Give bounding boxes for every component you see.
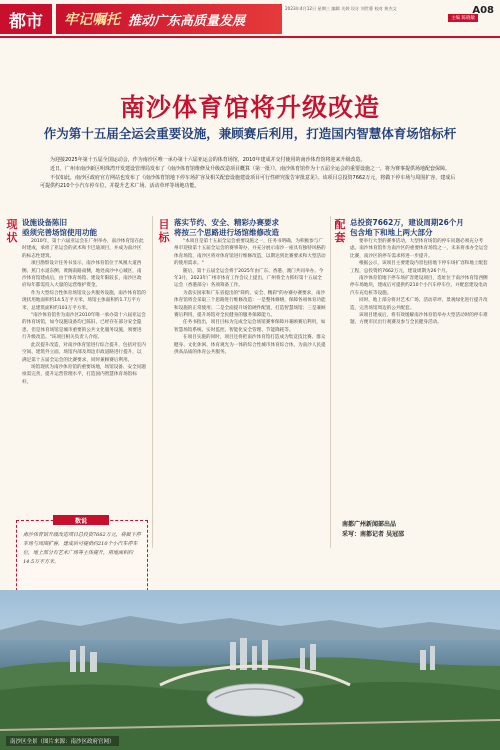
left-column-paragraph: 此次提升改造，对南沙体育馆进行综合提升，包括对室内空间、建筑外立面、场馆内部及周边市政道路进行提升，以满足第十五届全运会的比赛要求，同时兼顾赛后利用。 <box>22 342 146 363</box>
aerial-photo <box>0 590 500 750</box>
right-column-paragraph: 该项目建成后，将有效缓解南沙体育馆举办大型活动时的停车难题，方便市民出行观赛及参与全民健身活动。 <box>350 313 488 326</box>
byline-producer: 南都广州新闻部出品 <box>342 521 397 528</box>
page-number: A08 <box>472 5 494 16</box>
intro-paragraph: 近日，广州市南沙新区明珠湾开发建设管理局发布了《南沙体育馆维修及升级改造项目概算（第一批）》，南沙体育馆作为十五届全运会的重要设施之一，将为赛事提供场地配套保障。 <box>50 166 451 172</box>
data-callout-text: 南沙体育馆升级改造项目总投资7662万元，将做下停车场与周围扩容，建成后可提供约210个小汽车停车位，地上部分有艺术广场等主体提升，用地面积约14.5万平方米。 <box>23 532 141 565</box>
page-header <box>0 0 500 40</box>
left-column-label: 现状 <box>6 218 18 244</box>
left-column-title: 设施设备陈旧 亟须完善场馆使用功能 <box>22 218 97 237</box>
right-column-title: 总投资7662万，建设周期26个月 包含地下和地上两大部分 <box>350 218 464 237</box>
column-divider <box>152 216 153 548</box>
right-column-label: 配套 <box>334 218 346 244</box>
column-banner <box>56 4 282 34</box>
middle-column-paragraph: 任务书指出，项目目标为完成全运会场馆赛事保障并兼顾赛后利用，如智慧场馆系统、实时监控、智能化安全管理、节能降耗等。 <box>174 320 326 333</box>
middle-column-paragraph: 为落实国家和广东省提出的"简约、安全、精彩"的办赛办赛要求，南沙体育馆将会采取三个思路进行维修改造：一是整体修缮，保障各项体育功能和设施的正常使用；二是全面提升场馆硬件配置，打造智慧场馆；三是兼顾赛后利用，提升场馆对全民健身的服务保障能力。 <box>174 290 326 319</box>
banner-slogan-right: 推动广东高质量发展 <box>128 13 246 29</box>
header-rule <box>0 36 500 38</box>
data-callout-tag: 数说 <box>53 515 109 525</box>
right-column-paragraph: 根据公示，该项目主要建设内容包括地下停车场扩容和地上配套工程，总投资约7662万元，建设周期为26个月。 <box>350 261 488 274</box>
right-column-paragraph: 同时，地上部分将对艺术广场、活动草坪、景观绿化进行提升改造，完善场馆周边的公共配套。 <box>350 298 488 311</box>
column-divider <box>330 216 331 548</box>
intro-paragraph: 不仅如此，南沙区政府官方网站也发布了《南沙体育馆地下停车场扩容及相关配套设施建设项目可行性研究报告审批意见》。该项目总投资7662万元，将做下停车场与周围扩容，建成后可提供约210个小汽车停车位，并提升艺术广场、活动草坪等场地功能。 <box>40 175 456 189</box>
middle-column-paragraph: 随后，第十五届全运会将于2025年由广东、香港、澳门共同举办。今年3月，2023年广州市体育工作会议上提出，广州将全力抓好第十五届全运会（香港部分）各项筹备工作。 <box>174 268 324 289</box>
left-column-paragraph: 场馆现状为南沙体育馆的重要场地，场馆设备、安全问题亟需完善，提升运营管理水平，打造国内智慧体育场馆标杆。 <box>22 364 146 385</box>
byline-reporter: 采写：南都记者 吴冠邵 <box>342 531 405 538</box>
right-column <box>350 218 490 327</box>
right-column-paragraph: 要举行大型的赛事活动，大型体育场馆的停车问题必须充分考虑。南沙体育馆作为南沙区的重要体育场馆之一，未来将承办全运会比赛，南沙区的停车需求将进一步提升。 <box>350 239 488 259</box>
section-tag: 都市 <box>0 4 52 34</box>
main-headline: 南沙体育馆将升级改造 <box>119 93 380 122</box>
middle-column-label: 目标 <box>158 218 170 244</box>
editor-badge: 主编 陈晓敏 <box>448 14 478 22</box>
intro-paragraph: 为迎接2025年第十五届全国运动会，作为南沙区唯一承办第十六届亚运会的体育场馆，2010年建成并交付使用的南沙体育馆将迎来升级改造。 <box>50 157 366 163</box>
left-column-paragraph: 项目勘察设计任务书显示，南沙体育馆位于凤凰大道西侧、蕉门水道东侧、黄阁南路南侧，地处南沙中心城区，南沙体育馆建成后，由于体育场馆、建设年限较长，南沙区政府每年都需投入大量的运营维护资金。 <box>22 261 142 289</box>
left-column-paragraph: 2010年，第十六届亚运会在广州举办，南沙体育馆在此时建成，承担了亚运会的武术和卡巴迪项目，并成为南沙区的标志性建筑。 <box>22 239 144 259</box>
right-column-paragraph: 南沙体育馆地下停车场扩容建设项目，选址位于南沙体育馆西侧停车场地块，建成后可提供约210个小汽车停车位，并配套建设电动汽车充电桩等设施。 <box>350 276 488 296</box>
aerial-cityscape-illustration <box>0 590 500 750</box>
middle-column-paragraph: "本项目是第十五届全运会重要设施之一，任务书明确，为积极参与广州市迎接第十五届全运会的赛事筹办，并充分展示南沙一座具有独特风格的体育场馆，南沙区将对体育馆进行维修改造，以期达到比赛要求和大型活动的使用需求。" <box>174 239 326 267</box>
middle-column-paragraph: 在项目实施的同时，项目还将把南沙体育馆打造成为集竞技比赛、群众健身、文化休闲、体育观光为一体的综合性城市体育综合体，为南沙人民提供高品质的体育公共服务。 <box>174 335 326 356</box>
banner-slogan-left: 牢记嘱托 <box>64 12 120 28</box>
left-column-paragraph: 作为大型综合性体育场馆及公共服务设施，南沙体育馆的现状用地面积约14.5万平方米，场馆主体面积约1.7万平方米，总建筑面积约103万平方米。 <box>22 290 146 311</box>
middle-column-title: 落实节约、安全、精彩办赛要求 将按三个思路进行场馆维修改造 <box>174 218 279 237</box>
left-column-paragraph: "南沙体育馆作为南沙区2010年唯一承办第十六届亚运会的体育场馆，如今设施设备均已陈旧，已经存在部分安全隐患，但是体育场馆是城市重要的公共文化服务设施，须要进行升级改造。"该项目相关负责人介绍。 <box>22 313 146 341</box>
data-callout-box <box>16 517 148 596</box>
sub-headline: 作为第十五届全运会重要设施，兼顾赛后利用，打造国内智慧体育场馆标杆 <box>43 126 457 141</box>
byline <box>342 520 482 540</box>
intro-lead <box>40 156 460 191</box>
left-column <box>22 218 146 386</box>
issue-meta: 2023年4月12日 星期三 编辑 关婷 设计 刘世曹 校对 黄杰文 <box>285 6 397 11</box>
middle-column <box>174 218 326 357</box>
photo-caption: 南沙区全景（图片来源：南沙区政府官网） <box>6 736 119 746</box>
